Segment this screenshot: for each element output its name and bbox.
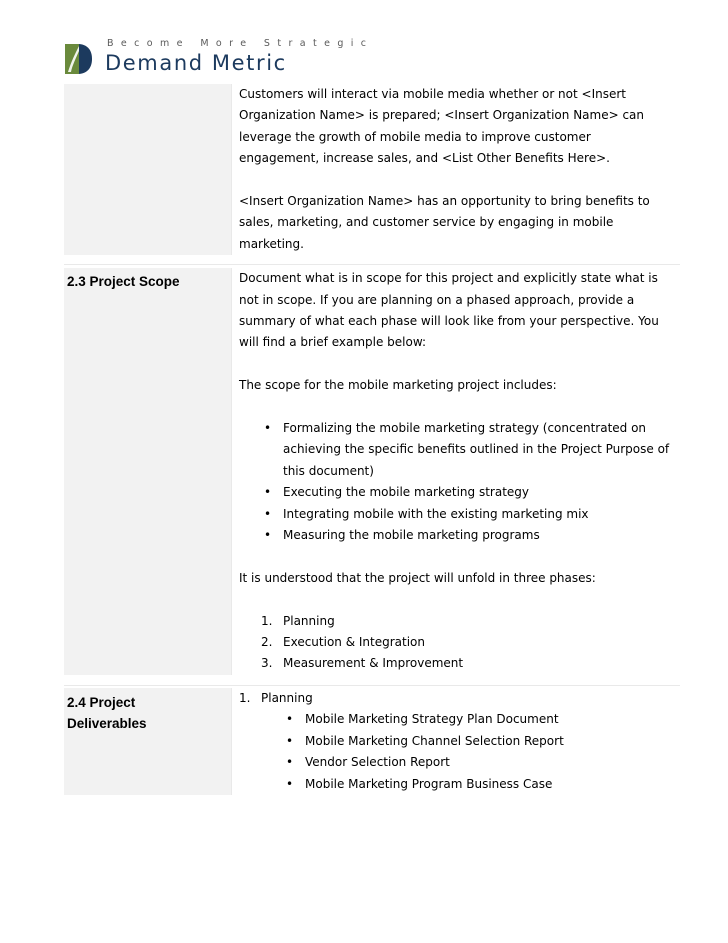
- row-content-cell: [232, 268, 680, 675]
- table-row-project-scope: [64, 265, 680, 686]
- scope-bullet-list: [239, 418, 672, 546]
- list-item: • Mobile Marketing Channel Selection Report: [305, 731, 672, 752]
- list-item: • Mobile Marketing Program Business Case: [305, 774, 672, 795]
- project-deliverables-label: 2.4 Project Deliverables: [67, 694, 147, 731]
- table-row-purpose: [64, 84, 680, 265]
- row-label-cell: [64, 268, 232, 675]
- deliverable-sub-list: [239, 709, 672, 795]
- table-row-project-deliverables: [64, 686, 680, 814]
- list-item: • Mobile Marketing Strategy Plan Document: [305, 709, 672, 730]
- purpose-paragraph-2: <Insert Organization Name> has an opportunity to bring benefits to sales, marketing, and customer service by engaging in mobile marketing.: [239, 194, 650, 251]
- scope-includes-heading: The scope for the mobile marketing project includes:: [239, 378, 557, 393]
- list-item: 1. Planning: [261, 613, 335, 628]
- deliverable-number: 1.: [239, 690, 251, 705]
- list-item: • Vendor Selection Report: [305, 752, 672, 773]
- row-content-cell: [232, 688, 680, 795]
- list-item: • Integrating mobile with the existing marketing mix: [283, 504, 672, 525]
- demand-metric-logo: [63, 38, 374, 78]
- row-label-cell: [64, 688, 232, 795]
- logo-mark-icon: [63, 42, 93, 76]
- logo-tagline: Become More Strategic: [107, 38, 374, 49]
- project-scope-label: 2.3 Project Scope: [67, 274, 180, 290]
- phases-list: [239, 611, 672, 675]
- list-item: • Formalizing the mobile marketing strategy (concentrated on achieving the specific benefits outlined in the Project Purpose of this document): [283, 418, 672, 482]
- list-item: 3. Measurement & Improvement: [261, 656, 464, 671]
- row-label-cell: [64, 84, 232, 255]
- list-item: 2. Execution & Integration: [261, 635, 425, 650]
- deliverable-item-planning: [239, 688, 672, 709]
- phases-heading: It is understood that the project will unfold in three phases:: [239, 570, 596, 585]
- list-item: • Measuring the mobile marketing programs: [283, 525, 672, 546]
- project-charter-table: [64, 84, 680, 814]
- deliverable-title: Planning: [261, 690, 313, 705]
- logo-brand-name: Demand Metric: [105, 51, 287, 75]
- scope-intro: Document what is in scope for this project and explicitly state what is not in scope. If you are planning on a phased approach, provide a summary of what each phase will look like from your perspective. You will find a brief example below:: [239, 271, 659, 350]
- purpose-paragraph-1: Customers will interact via mobile media whether or not <Insert Organization Name> is prepared; <Insert Organization Name> can leverage the growth of mobile media to improve customer engagement, increase sales, and <List Other Benefits Here>.: [239, 87, 645, 166]
- row-content-cell: [232, 84, 680, 255]
- list-item: • Executing the mobile marketing strategy: [283, 482, 672, 503]
